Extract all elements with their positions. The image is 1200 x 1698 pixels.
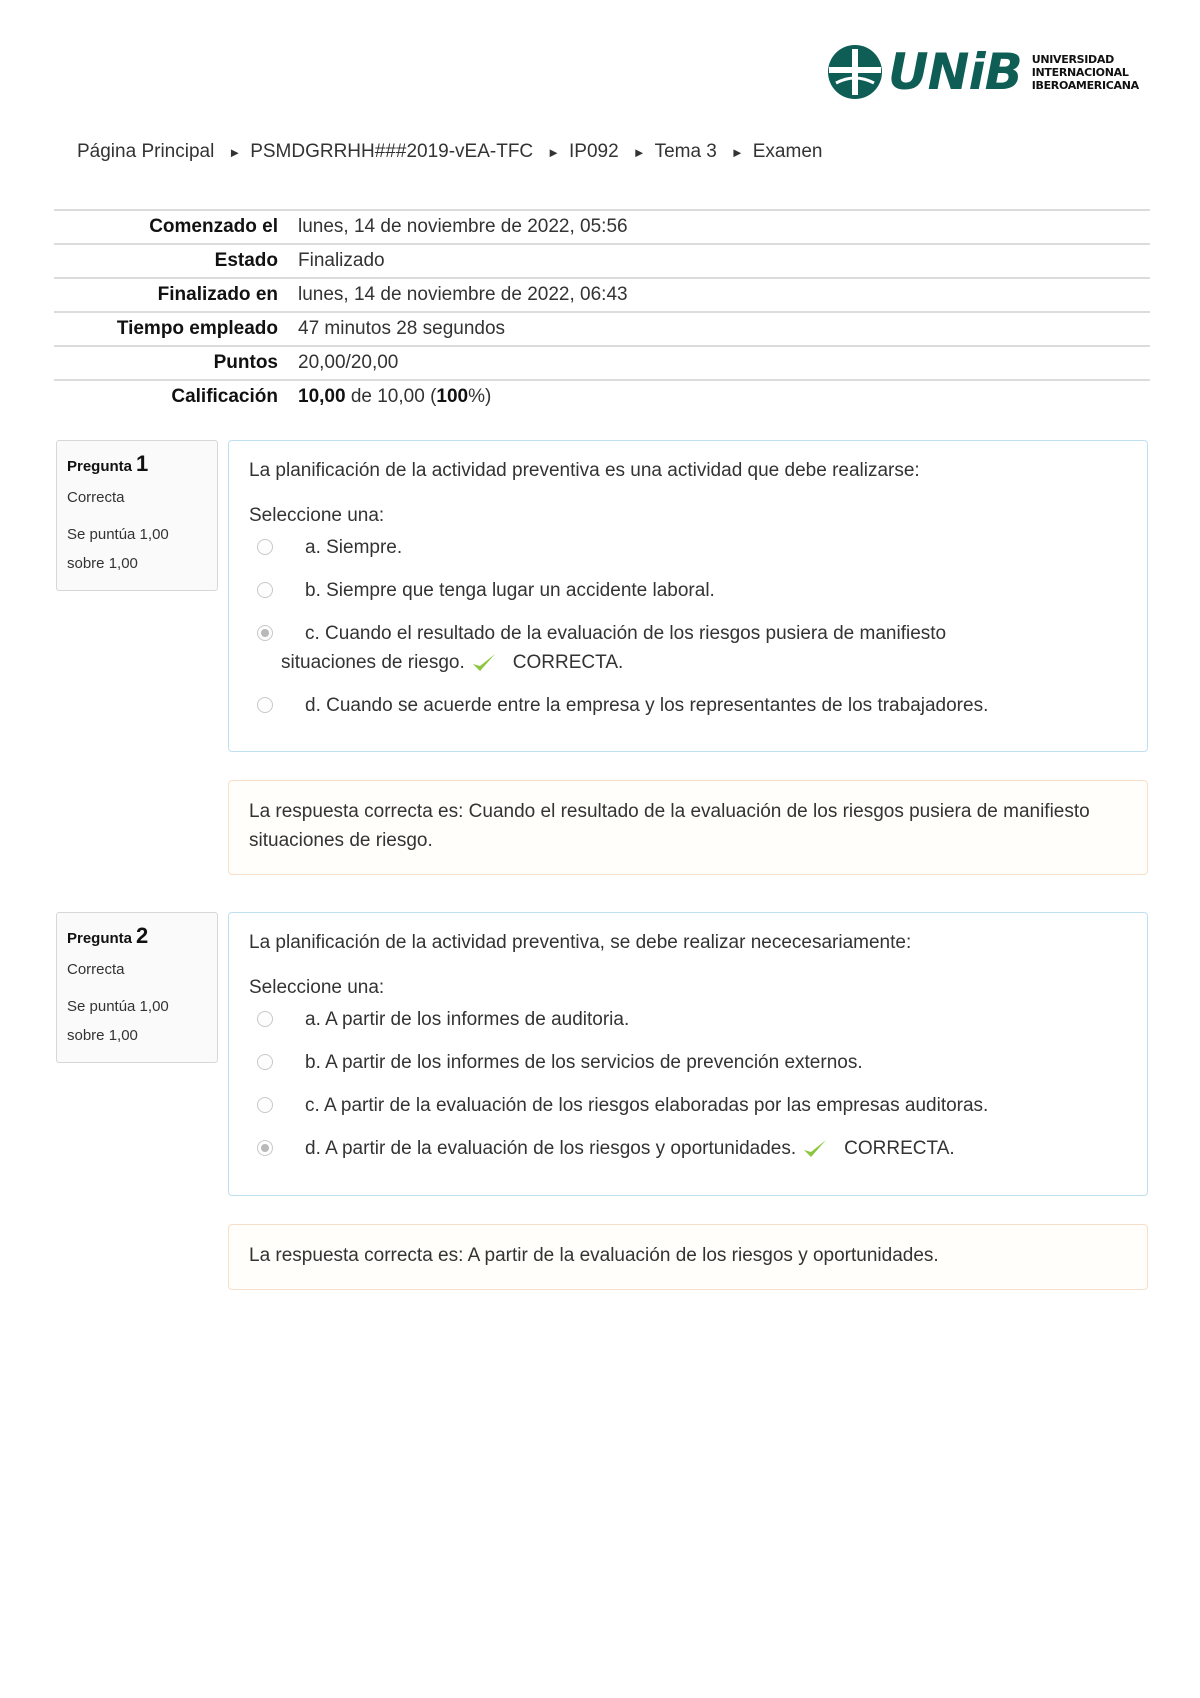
- question-number: 1: [136, 451, 149, 476]
- summary-row-points: [54, 347, 1150, 381]
- grade-score: 10,00: [298, 386, 346, 407]
- option-label: a. Siempre.: [305, 537, 403, 558]
- question-info-1: [56, 440, 218, 591]
- correct-tag: CORRECTA.: [512, 652, 624, 673]
- answer-prompt: Seleccione una:: [249, 505, 385, 526]
- summary-value: [278, 386, 491, 408]
- feedback-text: La respuesta correcta es: A partir de la evaluación de los riesgos y oportunidades.: [249, 1245, 939, 1266]
- answer-list: [249, 1005, 1127, 1163]
- correct-tag: CORRECTA.: [844, 1138, 955, 1159]
- attempt-summary-table: [54, 209, 1150, 413]
- radio-button[interactable]: [257, 697, 273, 713]
- summary-label: Comenzado el: [149, 216, 278, 237]
- radio-button[interactable]: [257, 1054, 273, 1070]
- question-grade: Se puntúa 1,00 sobre 1,00: [67, 998, 169, 1044]
- feedback-box-2: [228, 1224, 1148, 1290]
- option-label: b. A partir de los informes de los servicios de prevención externos.: [305, 1052, 863, 1073]
- breadcrumb-separator-icon: ►: [730, 144, 744, 160]
- option-label: a. A partir de los informes de auditoria.: [305, 1009, 630, 1030]
- answer-prompt: Seleccione una:: [249, 977, 385, 998]
- feedback-box-1: [228, 780, 1148, 875]
- summary-label: Finalizado en: [157, 284, 278, 305]
- answer-list: [249, 533, 1127, 720]
- answer-option-c[interactable]: [249, 1091, 1127, 1120]
- question-label: Pregunta: [67, 458, 133, 475]
- summary-row-state: [54, 245, 1150, 279]
- radio-button[interactable]: [257, 582, 273, 598]
- summary-label: Puntos: [213, 352, 278, 373]
- radio-button-selected[interactable]: [257, 625, 273, 641]
- answer-option-a[interactable]: [249, 533, 1127, 562]
- summary-value: 20,00/20,00: [298, 352, 399, 373]
- breadcrumb-course[interactable]: PSMDGRRHH###2019-vEA-TFC: [250, 141, 534, 162]
- grade-tail: %): [468, 386, 492, 407]
- question-number: 2: [136, 923, 149, 948]
- answer-option-a[interactable]: [249, 1005, 1127, 1034]
- option-label: b. Siempre que tenga lugar un accidente laboral.: [305, 580, 715, 601]
- option-label-line-2: [281, 648, 946, 677]
- question-text: La planificación de la actividad preventiva, se debe realizar nececesariamente:: [249, 932, 912, 953]
- question-state: Correcta: [67, 489, 125, 506]
- breadcrumb-topic[interactable]: Tema 3: [654, 141, 717, 162]
- answer-option-b[interactable]: [249, 1048, 1127, 1077]
- summary-label: Estado: [214, 250, 278, 271]
- breadcrumb-separator-icon: ►: [632, 144, 646, 160]
- option-label: [281, 619, 947, 677]
- grade-percent: 100: [436, 386, 469, 407]
- summary-value: 47 minutos 28 segundos: [298, 318, 506, 339]
- logo-line-2: INTERNACIONAL: [1031, 65, 1129, 79]
- question-content-2: [228, 912, 1148, 1196]
- answer-option-c[interactable]: [249, 619, 1127, 677]
- option-label: c. A partir de la evaluación de los riesgos elaboradas por las empresas auditoras.: [305, 1095, 989, 1116]
- logo-university-name: [1032, 53, 1139, 92]
- summary-row-grade: [54, 381, 1150, 413]
- question-grade: Se puntúa 1,00 sobre 1,00: [67, 526, 169, 572]
- summary-label: Calificación: [171, 386, 278, 407]
- summary-row-finished: [54, 279, 1150, 313]
- breadcrumb-separator-icon: ►: [547, 144, 561, 160]
- logo-line-3: IBEROAMERICANA: [1031, 78, 1139, 92]
- logo-wordmark: UNiB: [888, 43, 1022, 101]
- question-label: Pregunta: [67, 930, 133, 947]
- unib-logo: [826, 42, 1139, 102]
- checkmark-icon: [471, 651, 497, 675]
- answer-option-d[interactable]: [249, 1134, 1127, 1163]
- question-text: La planificación de la actividad preventiva es una actividad que debe realizarse:: [249, 460, 920, 481]
- radio-button[interactable]: [257, 539, 273, 555]
- summary-value: lunes, 14 de noviembre de 2022, 05:56: [298, 216, 628, 237]
- checkmark-icon: [802, 1137, 828, 1161]
- question-content-1: [228, 440, 1148, 752]
- breadcrumb-separator-icon: ►: [228, 144, 242, 160]
- breadcrumb-section[interactable]: IP092: [569, 141, 619, 162]
- logo-line-1: UNIVERSIDAD: [1031, 52, 1114, 66]
- breadcrumb-exam[interactable]: Examen: [752, 141, 823, 162]
- question-state: Correcta: [67, 961, 125, 978]
- feedback-text: La respuesta correcta es: Cuando el resultado de la evaluación de los riesgos pusiera de manifiesto situaciones de riesgo.: [249, 801, 1090, 851]
- radio-button[interactable]: [257, 1011, 273, 1027]
- summary-value: Finalizado: [298, 250, 385, 271]
- option-label: d. Cuando se acuerde entre la empresa y los representantes de los trabajadores.: [305, 695, 989, 716]
- breadcrumb: [77, 141, 822, 163]
- grade-of: de 10,00 (: [350, 386, 437, 407]
- globe-logo-icon: [826, 43, 884, 101]
- option-label-line-1: c. Cuando el resultado de la evaluación de los riesgos pusiera de manifiesto: [305, 623, 947, 644]
- option-label: [305, 1134, 955, 1163]
- radio-button[interactable]: [257, 1097, 273, 1113]
- answer-option-b[interactable]: [249, 576, 1127, 605]
- answer-option-d[interactable]: [249, 691, 1127, 720]
- question-info-2: [56, 912, 218, 1063]
- summary-row-started: [54, 211, 1150, 245]
- option-continuation: situaciones de riesgo.: [281, 652, 465, 673]
- option-text: d. A partir de la evaluación de los riesgos y oportunidades.: [305, 1138, 797, 1159]
- summary-row-time: [54, 313, 1150, 347]
- summary-label: Tiempo empleado: [116, 318, 278, 339]
- radio-button-selected[interactable]: [257, 1140, 273, 1156]
- summary-value: lunes, 14 de noviembre de 2022, 06:43: [298, 284, 628, 305]
- breadcrumb-home[interactable]: Página Principal: [77, 141, 215, 162]
